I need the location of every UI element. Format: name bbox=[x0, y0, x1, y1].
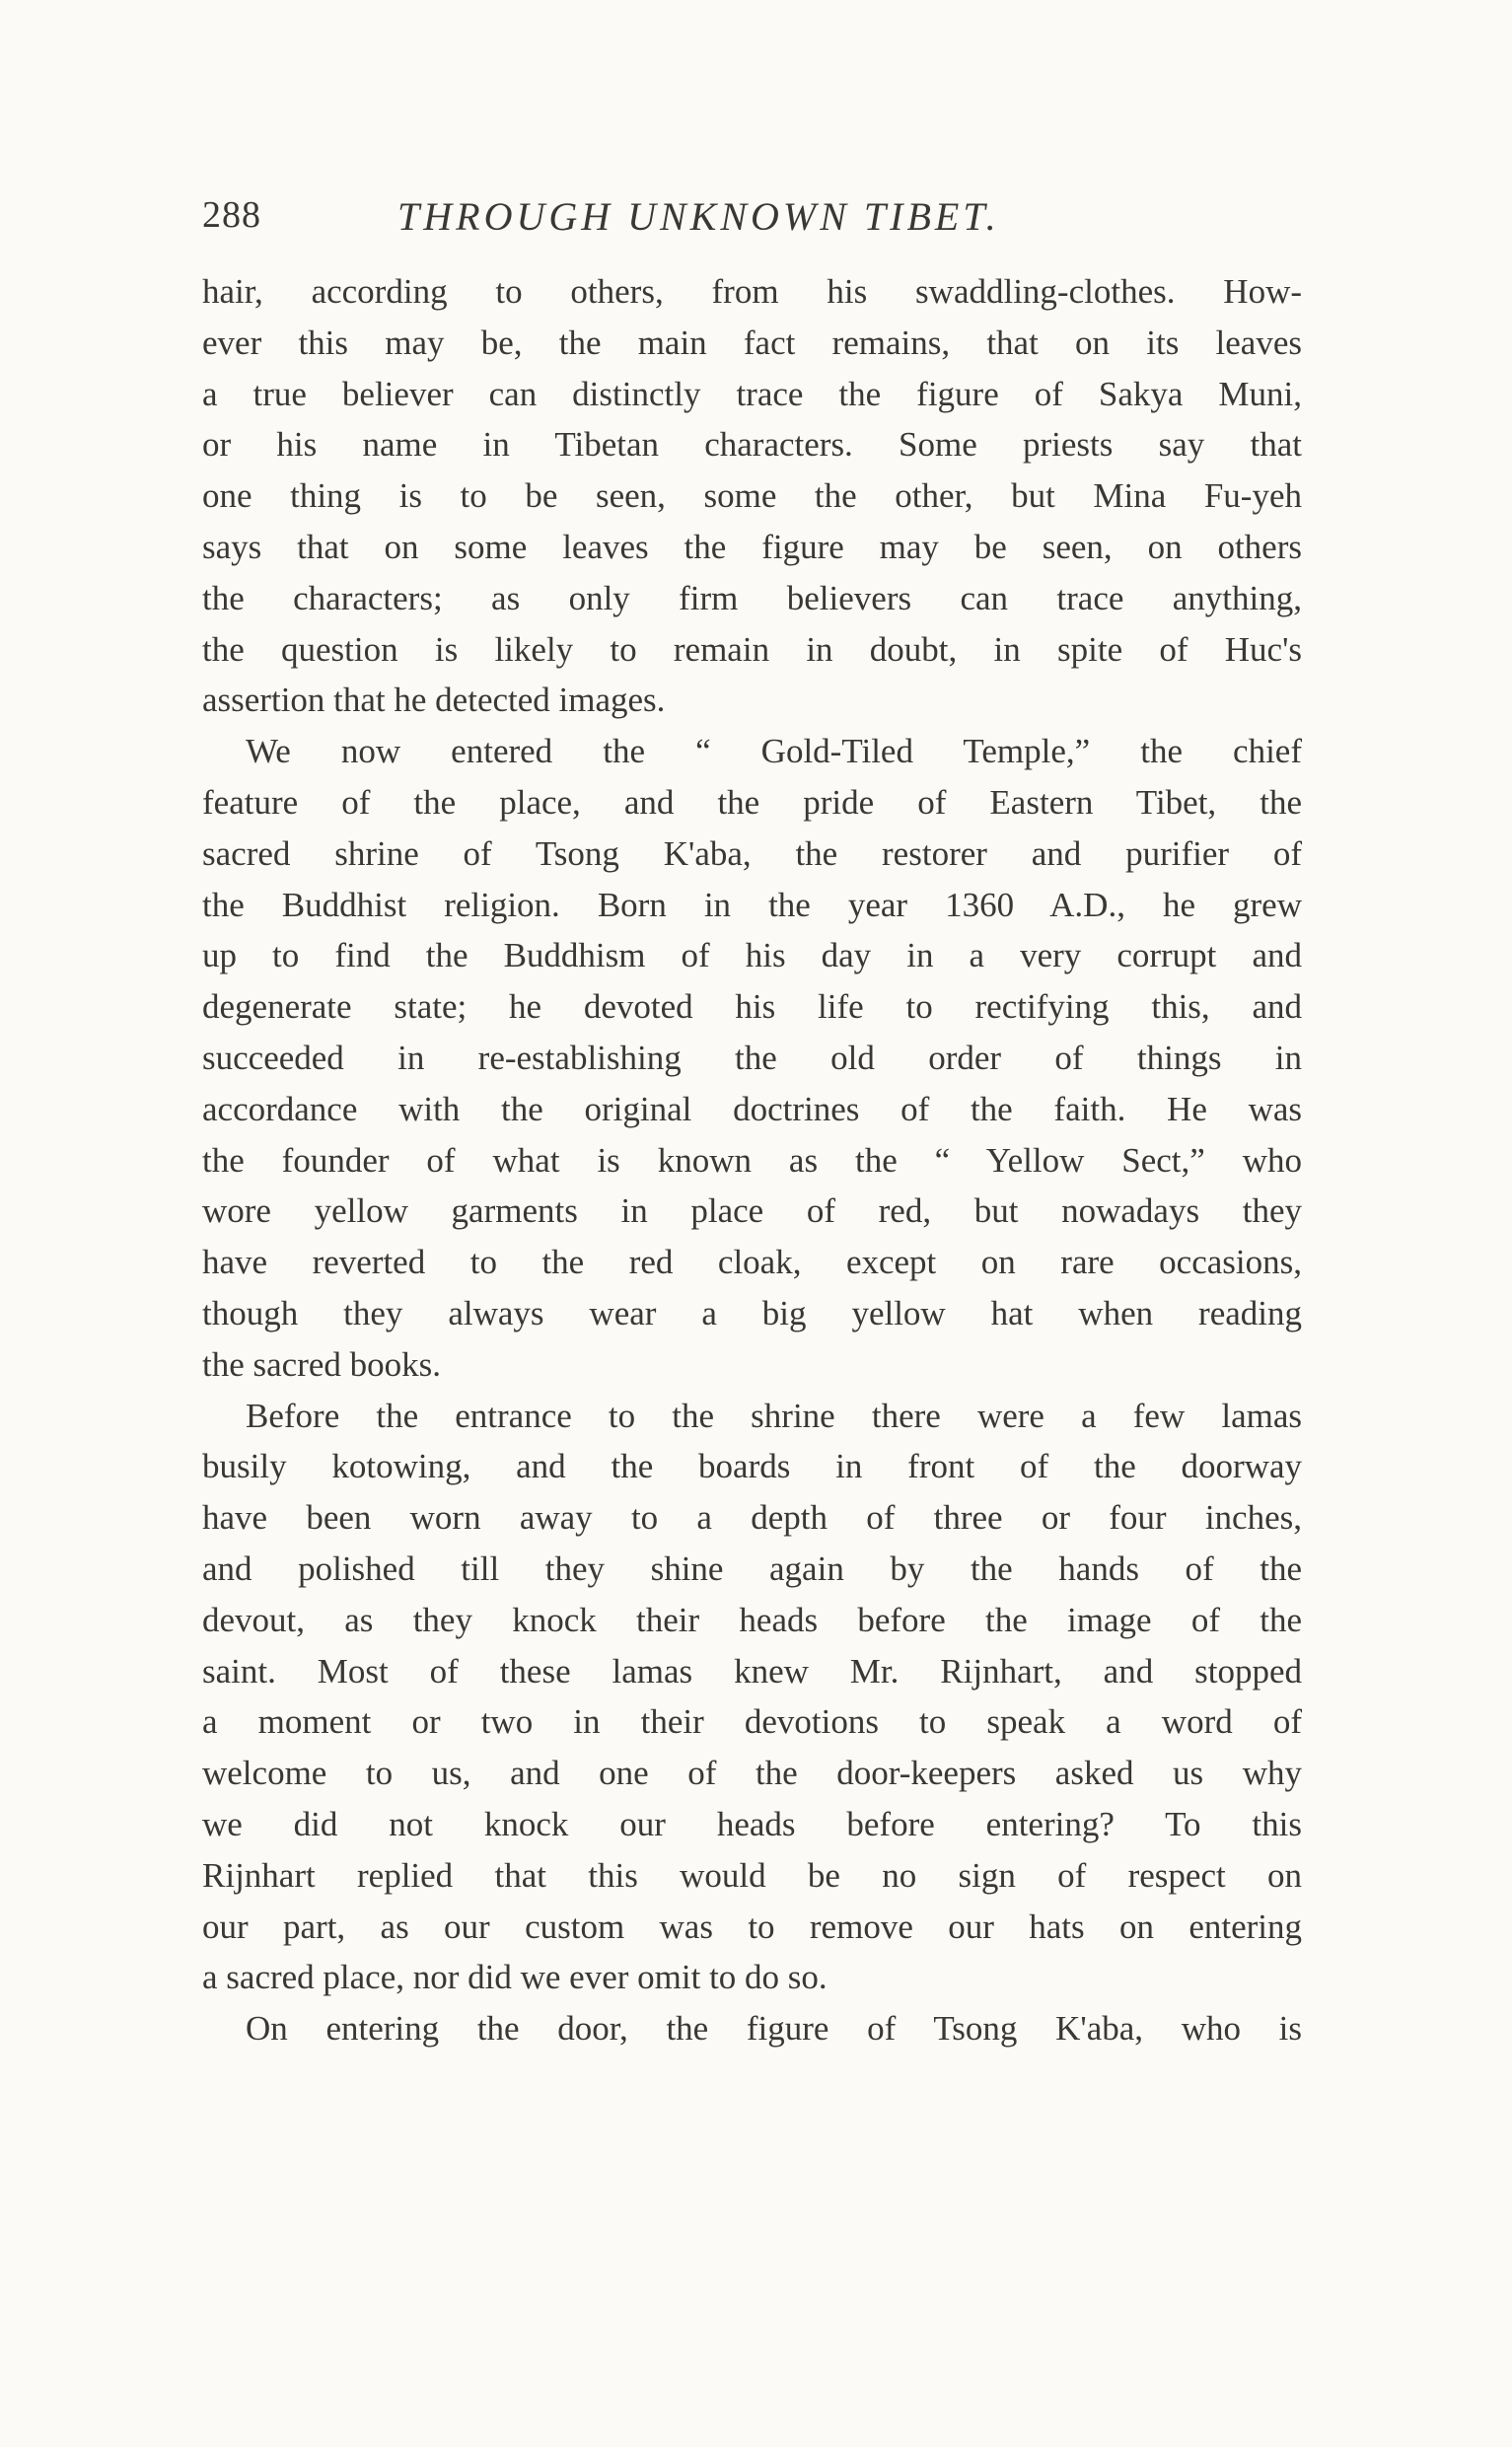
text-line: succeeded in re-establishing the old order of things in bbox=[202, 1038, 1302, 1077]
text-line: the characters; as only firm believers can trace anything, bbox=[202, 578, 1302, 617]
text-line: a true believer can distinctly trace the figure of Sakya Muni, bbox=[202, 374, 1302, 413]
page-number: 288 bbox=[202, 194, 261, 236]
text-line: saint. Most of these lamas knew Mr. Rijnhart, and stopped bbox=[202, 1651, 1302, 1691]
text-line: devout, as they knock their heads before the image of the bbox=[202, 1600, 1302, 1639]
text-line: hair, according to others, from his swaddling-clothes. How- bbox=[202, 272, 1302, 311]
text-line: ever this may be, the main fact remains, that on its leaves bbox=[202, 323, 1302, 362]
text-line: Before the entrance to the shrine there were a few lamas bbox=[246, 1396, 1302, 1435]
text-line: and polished till they shine again by the hands of the bbox=[202, 1548, 1302, 1588]
text-line: or his name in Tibetan characters. Some priests say that bbox=[202, 425, 1302, 465]
text-line: wore yellow garments in place of red, but nowadays they bbox=[202, 1191, 1302, 1231]
text-line: have been worn away to a depth of three or four inches, bbox=[202, 1498, 1302, 1538]
text-line: have reverted to the red cloak, except on rare occasions, bbox=[202, 1243, 1302, 1282]
text-line: says that on some leaves the figure may be seen, on others bbox=[202, 527, 1302, 566]
text-line: Rijnhart replied that this would be no sign of respect on bbox=[202, 1855, 1302, 1895]
text-line: up to find the Buddhism of his day in a very corrupt and bbox=[202, 936, 1302, 975]
text-line: feature of the place, and the pride of Eastern Tibet, the bbox=[202, 782, 1302, 822]
text-line: sacred shrine of Tsong K'aba, the restorer and purifier of bbox=[202, 833, 1302, 873]
text-line: assertion that he detected images. bbox=[202, 681, 666, 720]
text-line: We now entered the “ Gold-Tiled Temple,” the chief bbox=[246, 732, 1302, 771]
text-line: welcome to us, and one of the door-keepers asked us why bbox=[202, 1754, 1302, 1793]
text-line: though they always wear a big yellow hat when reading bbox=[202, 1293, 1302, 1332]
text-line: our part, as our custom was to remove our hats on entering bbox=[202, 1907, 1302, 1946]
text-line: the question is likely to remain in doubt, in spite of Huc's bbox=[202, 629, 1302, 669]
text-line: busily kotowing, and the boards in front of the doorway bbox=[202, 1447, 1302, 1486]
text-line: degenerate state; he devoted his life to rectifying this, and bbox=[202, 987, 1302, 1027]
text-line: one thing is to be seen, some the other, but Mina Fu-yeh bbox=[202, 476, 1302, 516]
text-line: On entering the door, the figure of Tsong K'aba, who is bbox=[246, 2009, 1302, 2049]
running-title: THROUGH UNKNOWN TIBET. bbox=[397, 194, 1000, 239]
running-head bbox=[202, 193, 1302, 252]
text-line: accordance with the original doctrines of the faith. He was bbox=[202, 1089, 1302, 1128]
text-line: a moment or two in their devotions to speak a word of bbox=[202, 1702, 1302, 1742]
text-line: a sacred place, nor did we ever omit to do so. bbox=[202, 1958, 828, 1997]
body-text bbox=[202, 266, 1302, 2054]
text-line: the sacred books. bbox=[202, 1344, 442, 1384]
text-line: the Buddhist religion. Born in the year 1360 A.D., he grew bbox=[202, 885, 1302, 924]
text-line: the founder of what is known as the “ Yellow Sect,” who bbox=[202, 1140, 1302, 1180]
text-line: we did not knock our heads before entering? To this bbox=[202, 1804, 1302, 1843]
